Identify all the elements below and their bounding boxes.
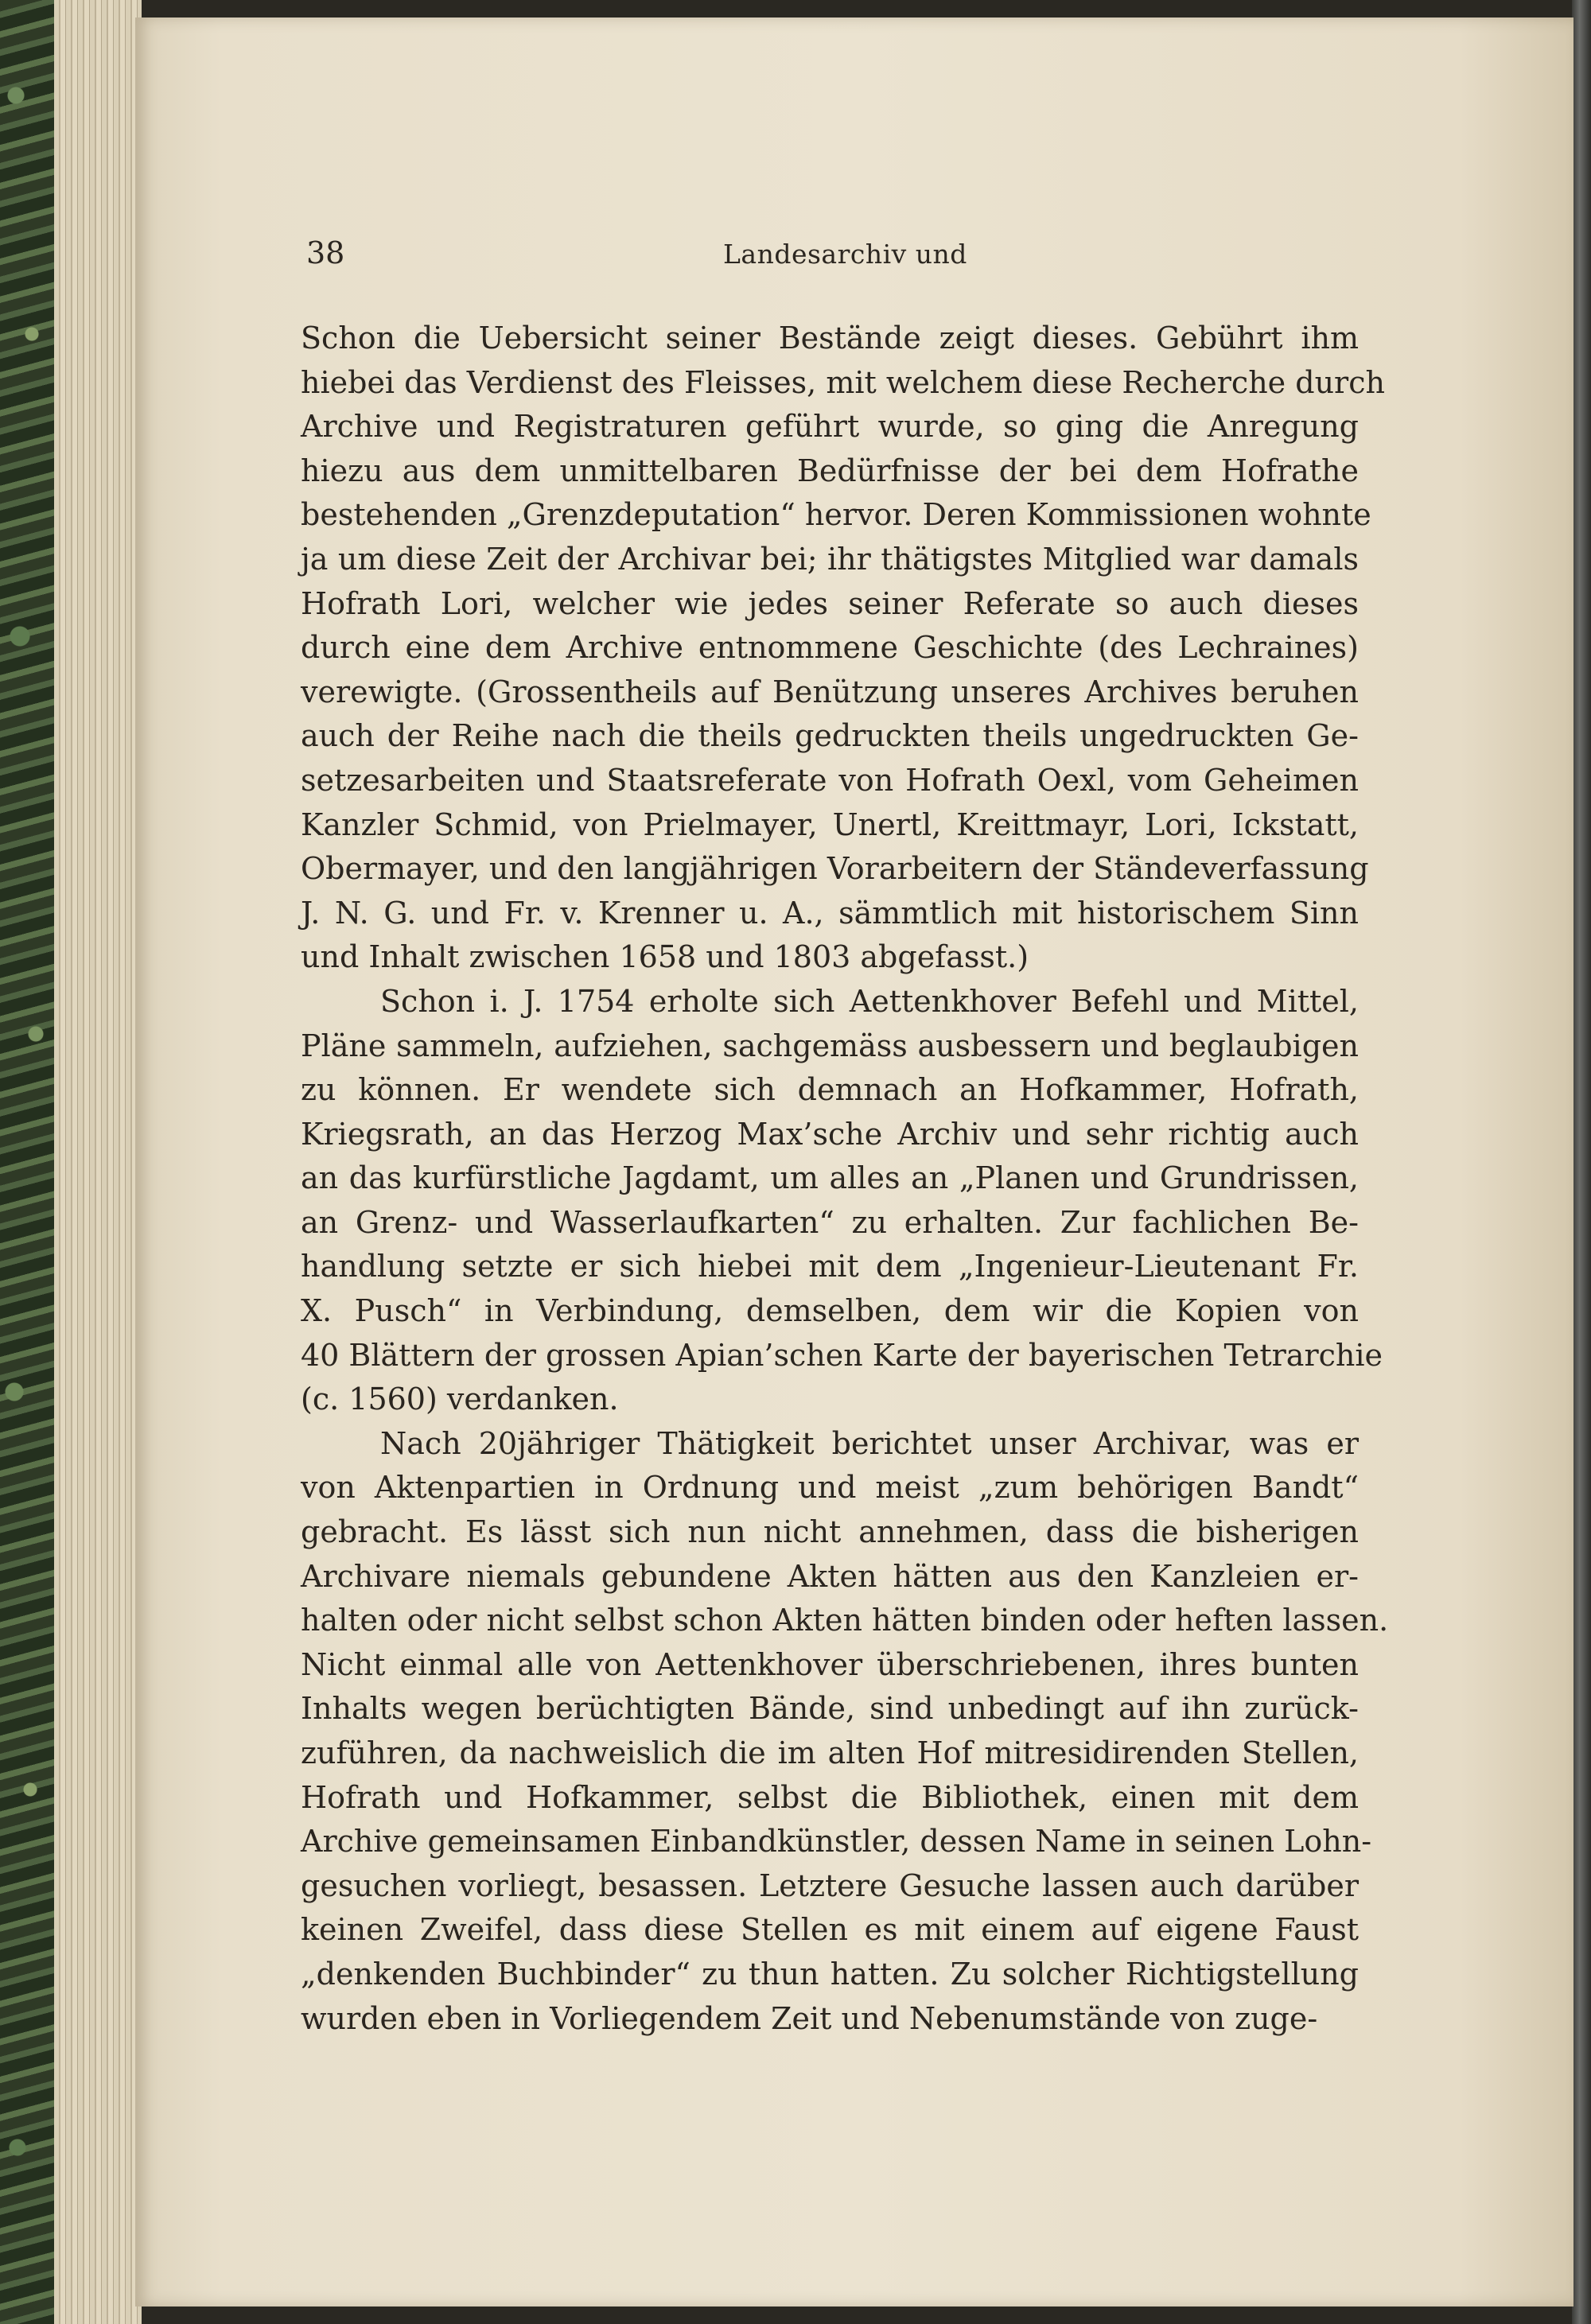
text-line: und Inhalt zwischen 1658 und 1803 abgefasst.) [301,939,1029,975]
running-head [306,235,1460,283]
binding-strip [1572,0,1591,2324]
text-line: Nicht einmal alle von Aettenkhover überschriebenen, ihres bunten [301,1646,1359,1682]
text-line: J. N. G. und Fr. v. Krenner u. A., sämmtlich mit historischem Sinn [301,895,1359,931]
text-line: Hofrath Lori, welcher wie jedes seiner Referate so auch dieses [301,585,1359,621]
text-line: Kanzler Schmid, von Prielmayer, Unertl, Kreittmayr, Lori, Ickstatt, [301,806,1359,842]
text-line: 40 Blättern der grossen Apian’schen Karte der bayerischen Tetrarchie [301,1337,1383,1373]
paragraph [301,980,1383,1422]
text-line: bestehenden „Grenzdeputation“ hervor. Deren Kommissionen wohnte [301,497,1371,533]
text-line: zu können. Er wendete sich demnach an Hofkammer, Hofrath, [301,1072,1359,1108]
text-line: setzesarbeiten und Staatsreferate von Hofrath Oexl, vom Geheimen [301,762,1359,798]
text-line: hiebei das Verdienst des Fleisses, mit welchem diese Recherche durch [301,364,1385,400]
text-line: verewigte. (Grossentheils auf Benützung unseres Archives beruhen [301,674,1359,709]
text-line: Pläne sammeln, aufziehen, sachgemäss ausbessern und beglaubigen [301,1028,1359,1063]
text-line: gesuchen vorliegt, besassen. Letztere Gesuche lassen auch darüber [301,1867,1359,1903]
text-line: an Grenz- und Wasserlaufkarten“ zu erhalten. Zur fachlichen Be- [301,1204,1359,1240]
text-line: Kriegsrath, an das Herzog Max’sche Archiv und sehr richtig auch [301,1116,1359,1152]
paragraph [301,1422,1389,2041]
page-number: 38 [306,235,345,270]
text-line: (c. 1560) verdanken. [301,1382,619,1417]
text-line: handlung setzte er sich hiebei mit dem „Ingenieur-Lieutenant Fr. [301,1249,1359,1284]
text-line: Obermayer, und den langjährigen Vorarbeitern der Ständeverfassung [301,851,1369,887]
text-line: „denkenden Buchbinder“ zu thun hatten. Zu solcher Richtigstellung [301,1956,1359,1992]
marbled-edge [0,0,54,2324]
text-line: Schon die Uebersicht seiner Bestände zeigt dieses. Gebührt ihm [301,321,1359,356]
text-line: hiezu aus dem unmittelbaren Bedürfnisse der bei dem Hofrathe [301,453,1359,488]
text-line: an das kurfürstliche Jagdamt, um alles an „Planen und Grundrissen, [301,1160,1359,1196]
paragraph [301,317,1385,980]
text-line: Nach 20jähriger Thätigkeit berichtet unser Archivar, was er [380,1425,1359,1461]
text-line: Archive und Registraturen geführt wurde, so ging die Anregung [301,409,1359,445]
text-line: Inhalts wegen berüchtigten Bände, sind unbedingt auf ihn zurück- [301,1691,1359,1727]
page-edges [54,0,142,2324]
text-line: halten oder nicht selbst schon Akten hätten binden oder heften lassen. [301,1603,1389,1638]
text-line: wurden eben in Vorliegendem Zeit und Nebenumstände von zuge- [301,2000,1318,2036]
text-line: ja um diese Zeit der Archivar bei; ihr thätigstes Mitglied war damals [301,541,1359,577]
running-title: Landesarchiv und [723,239,967,270]
text-line: Archive gemeinsamen Einbandkünstler, dessen Name in seinen Lohn- [301,1824,1372,1860]
text-line: gebracht. Es lässt sich nun nicht annehmen, dass die bisherigen [301,1514,1359,1550]
text-line: durch eine dem Archive entnommene Geschichte (des Lechraines) [301,630,1359,666]
text-line: Schon i. J. 1754 erholte sich Aettenkhover Befehl und Mittel, [380,983,1359,1019]
text-line: keinen Zweifel, dass diese Stellen es mit einem auf eigene Faust [301,1912,1359,1948]
text-line: X. Pusch“ in Verbindung, demselben, dem wir die Kopien von [301,1293,1359,1329]
text-line: auch der Reihe nach die theils gedruckten theils ungedruckten Ge- [301,718,1359,754]
text-line: zuführen, da nachweislich die im alten Hof mitresidirenden Stellen, [301,1735,1359,1770]
body-text [301,317,1389,2041]
text-line: Hofrath und Hofkammer, selbst die Bibliothek, einen mit dem [301,1779,1359,1815]
text-line: von Aktenpartien in Ordnung und meist „zum behörigen Bandt“ [301,1470,1359,1506]
text-line: Archivare niemals gebundene Akten hätten aus den Kanzleien er- [301,1558,1359,1594]
